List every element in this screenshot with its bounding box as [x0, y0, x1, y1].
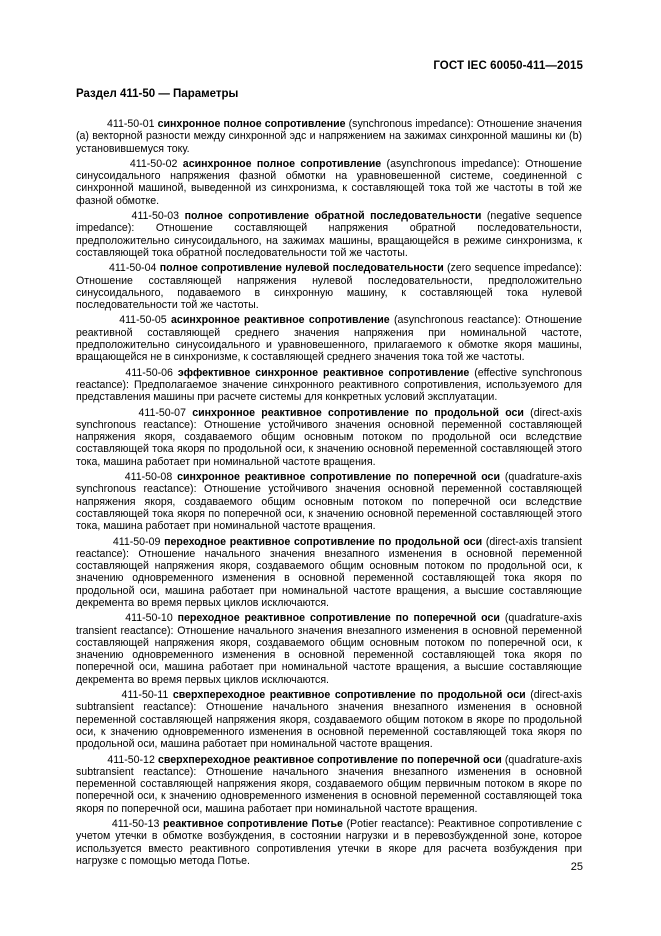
entry-number: 411-50-13 [111, 818, 160, 831]
section-title: Раздел 411-50 — Параметры [76, 88, 239, 100]
entry-411-50-08 [76, 471, 582, 532]
entry-411-50-04 [76, 262, 582, 311]
entry-definition: (quadrature-axis transient reactance): Отношение начального значения внезапного изменения в основной переменной составляющей напряжения якоря, создаваемого общим основным потоком по поперечной оси, к значению одновременного изменения в основной переменной составляющей тока якоря по поперечной оси, машина работает при номинальной частоте вращения, а высшие составляющие декремента во время первых циклов исключаются. [76, 612, 582, 686]
entries-list [76, 118, 582, 870]
page-number: 25 [570, 861, 583, 873]
entry-411-50-02 [76, 158, 582, 207]
entry-definition: (quadrature-axis subtransient reactance): Отношение начального значения внезапного изменения в основной переменной составляющей напряжения якоря, создаваемого общим первичным потоком в якоре по поперечной оси, к значению одновременного изменения в основной переменной составляющей тока якоря по поперечной оси, машина работает при номинальной частоте вращения. [76, 753, 582, 815]
entry-definition: (synchronous impedance): Отношение значения (а) векторной разности между синхронной эдс и напряжением на зажимах синхронной машины ки (b) установившемуся току. [76, 118, 582, 155]
entry-definition: (zero sequence impedance): Отношение составляющей напряжения нулевой последовательности, предположительно синусоидального, подаваемого в синхронную машину, к составляющей тока нулевой последовательности той же частоты. [76, 262, 582, 312]
entry-definition: (direct-axis synchronous reactance): Отношение устойчивого значения основной переменной составляющей напряжения якоря, создаваемого общим основным потоком по продольной оси вследствие составляющей тока якоря по продольной оси, к значению основной переменной составляющей этого тока, машина работает при номинальной частоте вращения. [76, 406, 582, 468]
entry-number: 411-50-09 [112, 535, 161, 548]
entry-term: синхронное реактивное сопротивление по продольной оси [192, 406, 524, 419]
entry-term: переходное реактивное сопротивление по продольной оси [164, 535, 483, 548]
entry-definition: (Potier reactance): Реактивное сопротивление с учетом утечки в обмотке возбуждения, в состоянии нагрузки и в перевозбужденной зоне, которое используется вместо реактивного сопротивления утечки в якоре для расчета возбуждения при нагрузке с помощью метода Потье. [76, 818, 582, 867]
entry-411-50-07 [76, 407, 582, 468]
entry-term: эффективное синхронное реактивное сопротивление [177, 366, 470, 379]
entry-definition: (negative sequence impedance): Отношение составляющей напряжения обратной последовательности, предположительно синусоидального, на зажимах машины, вращающейся в режиме синхронизма, к составляющей тока обратной последовательности той же частоты. [76, 210, 582, 259]
entry-number: 411-50-01 [107, 118, 155, 130]
entry-411-50-11 [76, 689, 582, 750]
entry-definition: (direct-axis transient reactance): Отношение начального значения внезапного изменения в основной переменной составляющей напряжения якоря, создаваемого общим основным потоком по продольной оси, к значению одновременного изменения в основной переменной составляющей тока якоря по продольной оси, машина работает при номинальной частоте вращения, а высшие составляющие декремента во время первых циклов исключаются. [76, 535, 582, 609]
entry-term: синхронное полное сопротивление [157, 118, 346, 130]
entry-term: полное сопротивление нулевой последовательности [159, 262, 444, 275]
entry-definition: (asynchronous impedance): Отношение синусоидального напряжения фазной обмотки на уравновешенной системе, соединенной с синхронной машиной, выведенной из синхронизма, к составляющей тока той же частоты в той же фазной обмотке. [76, 157, 582, 207]
entry-number: 411-50-06 [125, 366, 173, 379]
entry-term: асинхронное реактивное сопротивление [171, 314, 390, 327]
entry-411-50-13 [76, 818, 582, 867]
entry-number: 411-50-10 [125, 612, 173, 625]
entry-411-50-09 [76, 536, 582, 610]
entry-411-50-01 [76, 118, 582, 155]
entry-definition: (effective synchronous reactance): Предполагаемое значение синхронного реактивного сопротивления, используемого для представления машины при расчете системы для конкретных условий эксплуатации. [76, 366, 583, 404]
entry-term: сверхпереходное реактивное сопротивление по поперечной оси [157, 753, 502, 766]
entry-definition: (direct-axis subtransient reactance): Отношение начального значения внезапного изменения в основной переменной составляющей напряжения якоря, создаваемого общим потоком в якоре по продольной оси, к значению одновременного изменения в основной переменной составляющей тока якоря по продольной оси, машина работает при номинальной частоте вращения. [76, 689, 583, 751]
entry-number: 411-50-12 [107, 753, 155, 766]
entry-term: синхронное реактивное сопротивление по поперечной оси [177, 471, 500, 484]
entry-411-50-06 [76, 367, 582, 404]
entry-411-50-05 [76, 314, 582, 363]
entry-411-50-12 [76, 754, 582, 815]
document-code-header: ГОСТ IEC 60050-411—2015 [433, 60, 583, 72]
entry-term: асинхронное полное сопротивление [182, 157, 382, 170]
entry-411-50-10 [76, 612, 582, 686]
entry-number: 411-50-05 [119, 314, 167, 327]
entry-definition: (quadrature-axis synchronous reactance): Отношение устойчивого значения основной переменной составляющей напряжения якоря, создаваемого общим основным потоком по поперечной оси вследствие составляющей тока якоря по поперечной оси, к значению основной переменной составляющей этого тока, машина работает при номинальной частоте вращения. [76, 471, 582, 533]
entry-term: переходное реактивное сопротивление по поперечной оси [177, 612, 500, 625]
entry-number: 411-50-11 [121, 689, 169, 702]
entry-number: 411-50-08 [124, 471, 173, 484]
entry-number: 411-50-04 [108, 262, 157, 275]
entry-term: реактивное сопротивление Потье [162, 818, 343, 831]
entry-number: 411-50-03 [131, 210, 180, 223]
entry-definition: (asynchronous reactance): Отношение реактивной составляющей среднего значения напряжения при номинальной частоте, предположительно синусоидального и уравновешенного, прилагаемого к обмотке якоря машины, вращающейся не в синхронизме, к составляющей среднего значения тока той же частоты. [76, 314, 583, 364]
entry-term: сверхпереходное реактивное сопротивление по продольной оси [172, 689, 526, 702]
entry-term: полное сопротивление обратной последовательности [184, 210, 482, 223]
entry-411-50-03 [76, 210, 582, 259]
entry-number: 411-50-02 [129, 157, 178, 170]
entry-number: 411-50-07 [138, 406, 186, 419]
